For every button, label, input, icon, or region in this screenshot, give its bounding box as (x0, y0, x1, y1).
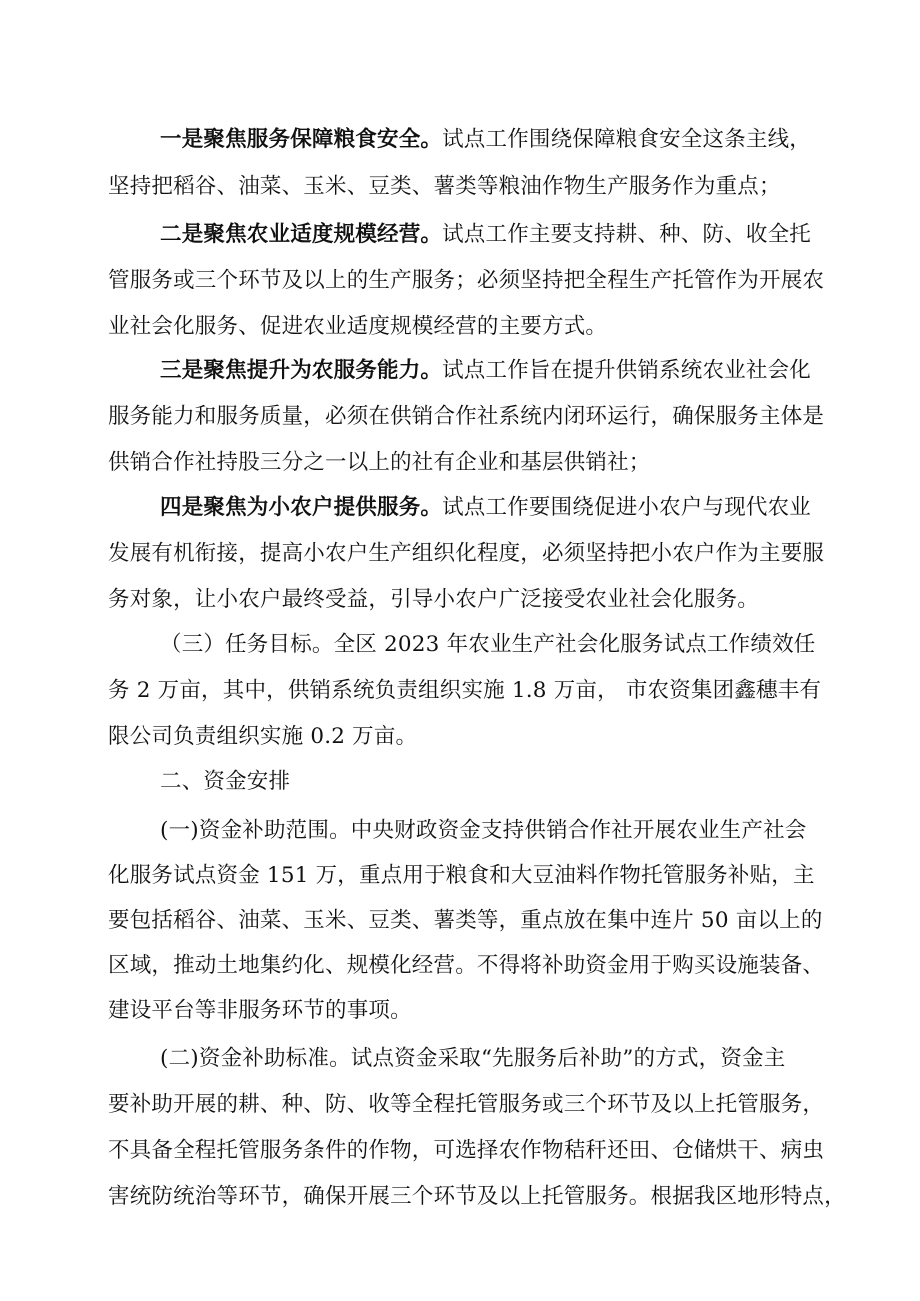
paragraph-line: 限公司负责组织实施 0.2 万亩。 (108, 724, 418, 749)
paragraph-line: (一)资金补助范围。中央财政资金支持供销合作社开展农业生产社会 (160, 818, 807, 843)
paragraph-heading: 二是聚焦农业适度规模经营。 (160, 222, 443, 247)
paragraph-line: （三）任务目标。全区 2023 年农业生产社会化服务试点工作绩效任 (160, 632, 816, 657)
paragraph-text: 试点工作要围绕促进小农户与现代农业 (442, 495, 812, 520)
paragraph-line: 建设平台等非服务环节的事项。 (108, 998, 412, 1023)
paragraph-text: 试点工作围绕保障粮食安全这条主线， (442, 127, 812, 152)
paragraph-line: (二)资金补助标准。试点资金采取“先服务后补助”的方式，资金主 (160, 1046, 786, 1071)
paragraph-line: 管服务或三个环节及以上的生产服务；必须坚持把全程生产托管作为开展农 (108, 268, 825, 293)
paragraph-line: 害统防统治等环节，确保开展三个环节及以上托管服务。根据我区地形特点， (108, 1184, 846, 1209)
paragraph-heading: 三是聚焦提升为农服务能力。 (160, 358, 443, 383)
paragraph-line (160, 356, 811, 386)
paragraph-line: 发展有机衔接，提高小农户生产组织化程度，必须坚持把小农户作为主要服 (108, 541, 825, 566)
paragraph-line: 化服务试点资金 151 万，重点用于粮食和大豆油料作物托管服务补贴，主 (108, 863, 815, 888)
paragraph-line: 供销合作社持股三分之一以上的社有企业和基层供销社； (108, 450, 651, 475)
paragraph-line: 区域，推动土地集约化、规模化经营。不得将补助资金用于购买设施装备、 (108, 953, 825, 978)
paragraph-line (160, 493, 811, 523)
paragraph-line (160, 220, 811, 250)
paragraph-line: 务 2 万亩，其中，供销系统负责组织实施 1.8 万亩， 市农资集团鑫穗丰有 (108, 678, 822, 703)
paragraph-heading: 一是聚焦服务保障粮食安全。 (160, 127, 443, 152)
paragraph-line: 要包括稻谷、油菜、玉米、豆类、薯类等，重点放在集中连片 50 亩以上的 (108, 908, 823, 933)
paragraph-heading: 四是聚焦为小农户提供服务。 (160, 495, 443, 520)
paragraph-line: 要补助开展的耕、种、防、收等全程托管服务或三个环节及以上托管服务， (108, 1092, 825, 1117)
paragraph-line: 坚持把稻谷、油菜、玉米、豆类、薯类等粮油作物生产服务作为重点； (108, 174, 781, 199)
paragraph-text: 试点工作旨在提升供销系统农业社会化 (442, 358, 812, 383)
section-heading: 二、资金安排 (160, 769, 291, 794)
paragraph-line: 服务能力和服务质量，必须在供销合作社系统内闭环运行，确保服务主体是 (108, 404, 825, 429)
paragraph-line: 业社会化服务、促进农业适度规模经营的主要方式。 (108, 314, 608, 339)
paragraph-line: 不具备全程托管服务条件的作物，可选择农作物秸秆还田、仓储烘干、病虫 (108, 1138, 825, 1163)
paragraph-line: 务对象，让小农户最终受益，引导小农户广泛接受农业社会化服务。 (108, 587, 760, 612)
paragraph-line (160, 125, 811, 155)
paragraph-text: 试点工作主要支持耕、种、防、收全托 (442, 222, 812, 247)
